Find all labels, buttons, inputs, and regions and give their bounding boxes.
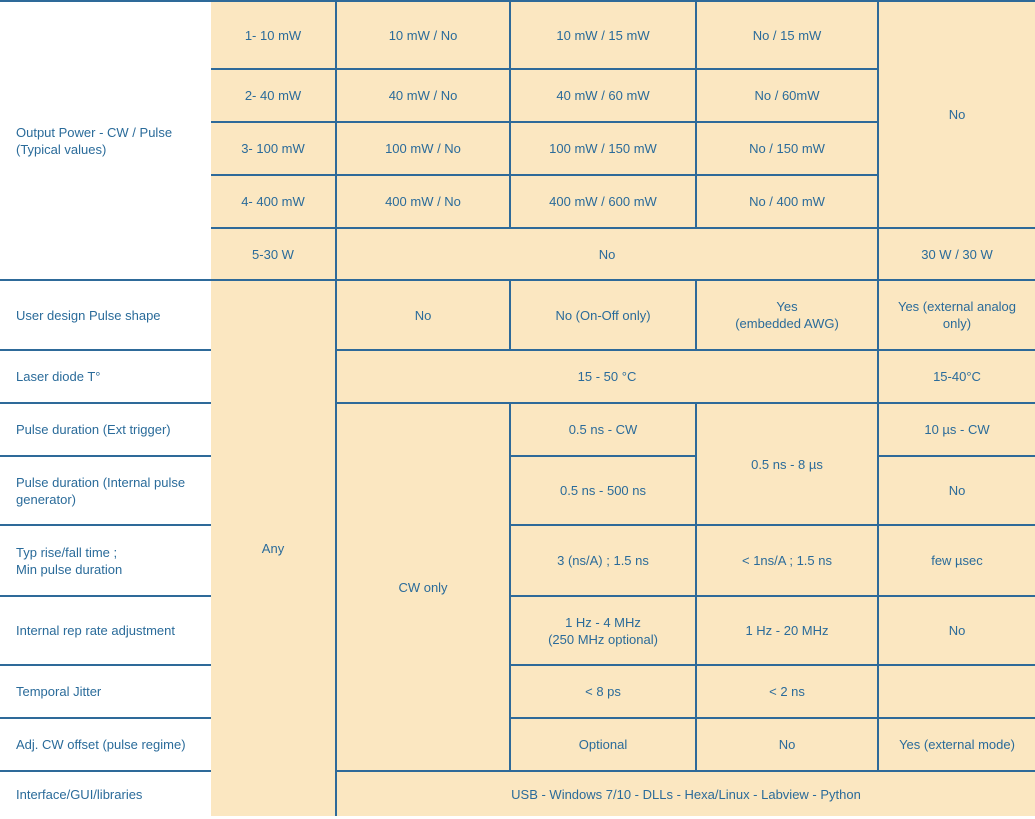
pulse-int-c2: 0.5 ns - 500 ns xyxy=(509,455,695,524)
diode-temp-merged: 15 - 50 °C xyxy=(335,349,877,402)
power-row5-c4: 30 W / 30 W xyxy=(877,227,1035,279)
power-c3-row3: No / 150 mW xyxy=(695,121,877,174)
power-model-4: 4- 400 mW xyxy=(211,174,335,227)
pulse-duration-c3-merged: 0.5 ns - 8 µs xyxy=(695,402,877,524)
power-c2-row2: 40 mW / 60 mW xyxy=(509,68,695,121)
jitter-c2: < 8 ps xyxy=(509,664,695,717)
rise-fall-c3: < 1ns/A ; 1.5 ns xyxy=(695,524,877,595)
pulse-ext-c2: 0.5 ns - CW xyxy=(509,402,695,455)
rise-fall-c4: few µsec xyxy=(877,524,1035,595)
power-c1-row1: 10 mW / No xyxy=(335,0,509,68)
power-c3-row1: No / 15 mW xyxy=(695,0,877,68)
power-row5-merged: No xyxy=(335,227,877,279)
cw-only-merged-cell: CW only xyxy=(335,402,509,770)
rise-fall-c2: 3 (ns/A) ; 1.5 ns xyxy=(509,524,695,595)
power-c2-row1: 10 mW / 15 mW xyxy=(509,0,695,68)
power-c2-row3: 100 mW / 150 mW xyxy=(509,121,695,174)
row-label-pulse-ext-trigger: Pulse duration (Ext trigger) xyxy=(0,402,211,455)
cw-offset-c4: Yes (external mode) xyxy=(877,717,1035,770)
power-c1-row2: 40 mW / No xyxy=(335,68,509,121)
row-label-cw-offset: Adj. CW offset (pulse regime) xyxy=(0,717,211,770)
row-label-laser-diode-temp: Laser diode T° xyxy=(0,349,211,402)
row-label-rise-fall: Typ rise/fall time ; Min pulse duration xyxy=(0,524,211,595)
diode-temp-c4: 15-40°C xyxy=(877,349,1035,402)
row-label-temporal-jitter: Temporal Jitter xyxy=(0,664,211,717)
power-model-2: 2- 40 mW xyxy=(211,68,335,121)
pulse-shape-c3: Yes (embedded AWG) xyxy=(695,279,877,349)
row-label-rep-rate: Internal rep rate adjustment xyxy=(0,595,211,664)
pulse-int-c4: No xyxy=(877,455,1035,524)
rep-rate-c3: 1 Hz - 20 MHz xyxy=(695,595,877,664)
jitter-c3: < 2 ns xyxy=(695,664,877,717)
jitter-c4 xyxy=(877,664,1035,717)
any-merged-cell: Any xyxy=(211,279,335,816)
power-c1-row4: 400 mW / No xyxy=(335,174,509,227)
power-c1-row3: 100 mW / No xyxy=(335,121,509,174)
row-label-pulse-internal: Pulse duration (Internal pulse generator) xyxy=(0,455,211,524)
interface-merged: USB - Windows 7/10 - DLLs - Hexa/Linux - Labview - Python xyxy=(335,770,1035,816)
pulse-shape-c1: No xyxy=(335,279,509,349)
row-label-interface: Interface/GUI/libraries xyxy=(0,770,211,816)
rep-rate-c2: 1 Hz - 4 MHz (250 MHz optional) xyxy=(509,595,695,664)
cw-offset-c3: No xyxy=(695,717,877,770)
power-model-3: 3- 100 mW xyxy=(211,121,335,174)
power-c3-row2: No / 60mW xyxy=(695,68,877,121)
power-c2-row4: 400 mW / 600 mW xyxy=(509,174,695,227)
power-c4-merged: No xyxy=(877,0,1035,227)
rep-rate-c4: No xyxy=(877,595,1035,664)
cw-offset-c2: Optional xyxy=(509,717,695,770)
power-model-1: 1- 10 mW xyxy=(211,0,335,68)
pulse-shape-c2: No (On-Off only) xyxy=(509,279,695,349)
power-c3-row4: No / 400 mW xyxy=(695,174,877,227)
pulse-shape-c4: Yes (external analog only) xyxy=(877,279,1035,349)
row-label-output-power: Output Power - CW / Pulse (Typical values) xyxy=(0,0,211,279)
pulse-ext-c4: 10 µs - CW xyxy=(877,402,1035,455)
power-model-5: 5-30 W xyxy=(211,227,335,279)
row-label-user-pulse-shape: User design Pulse shape xyxy=(0,279,211,349)
